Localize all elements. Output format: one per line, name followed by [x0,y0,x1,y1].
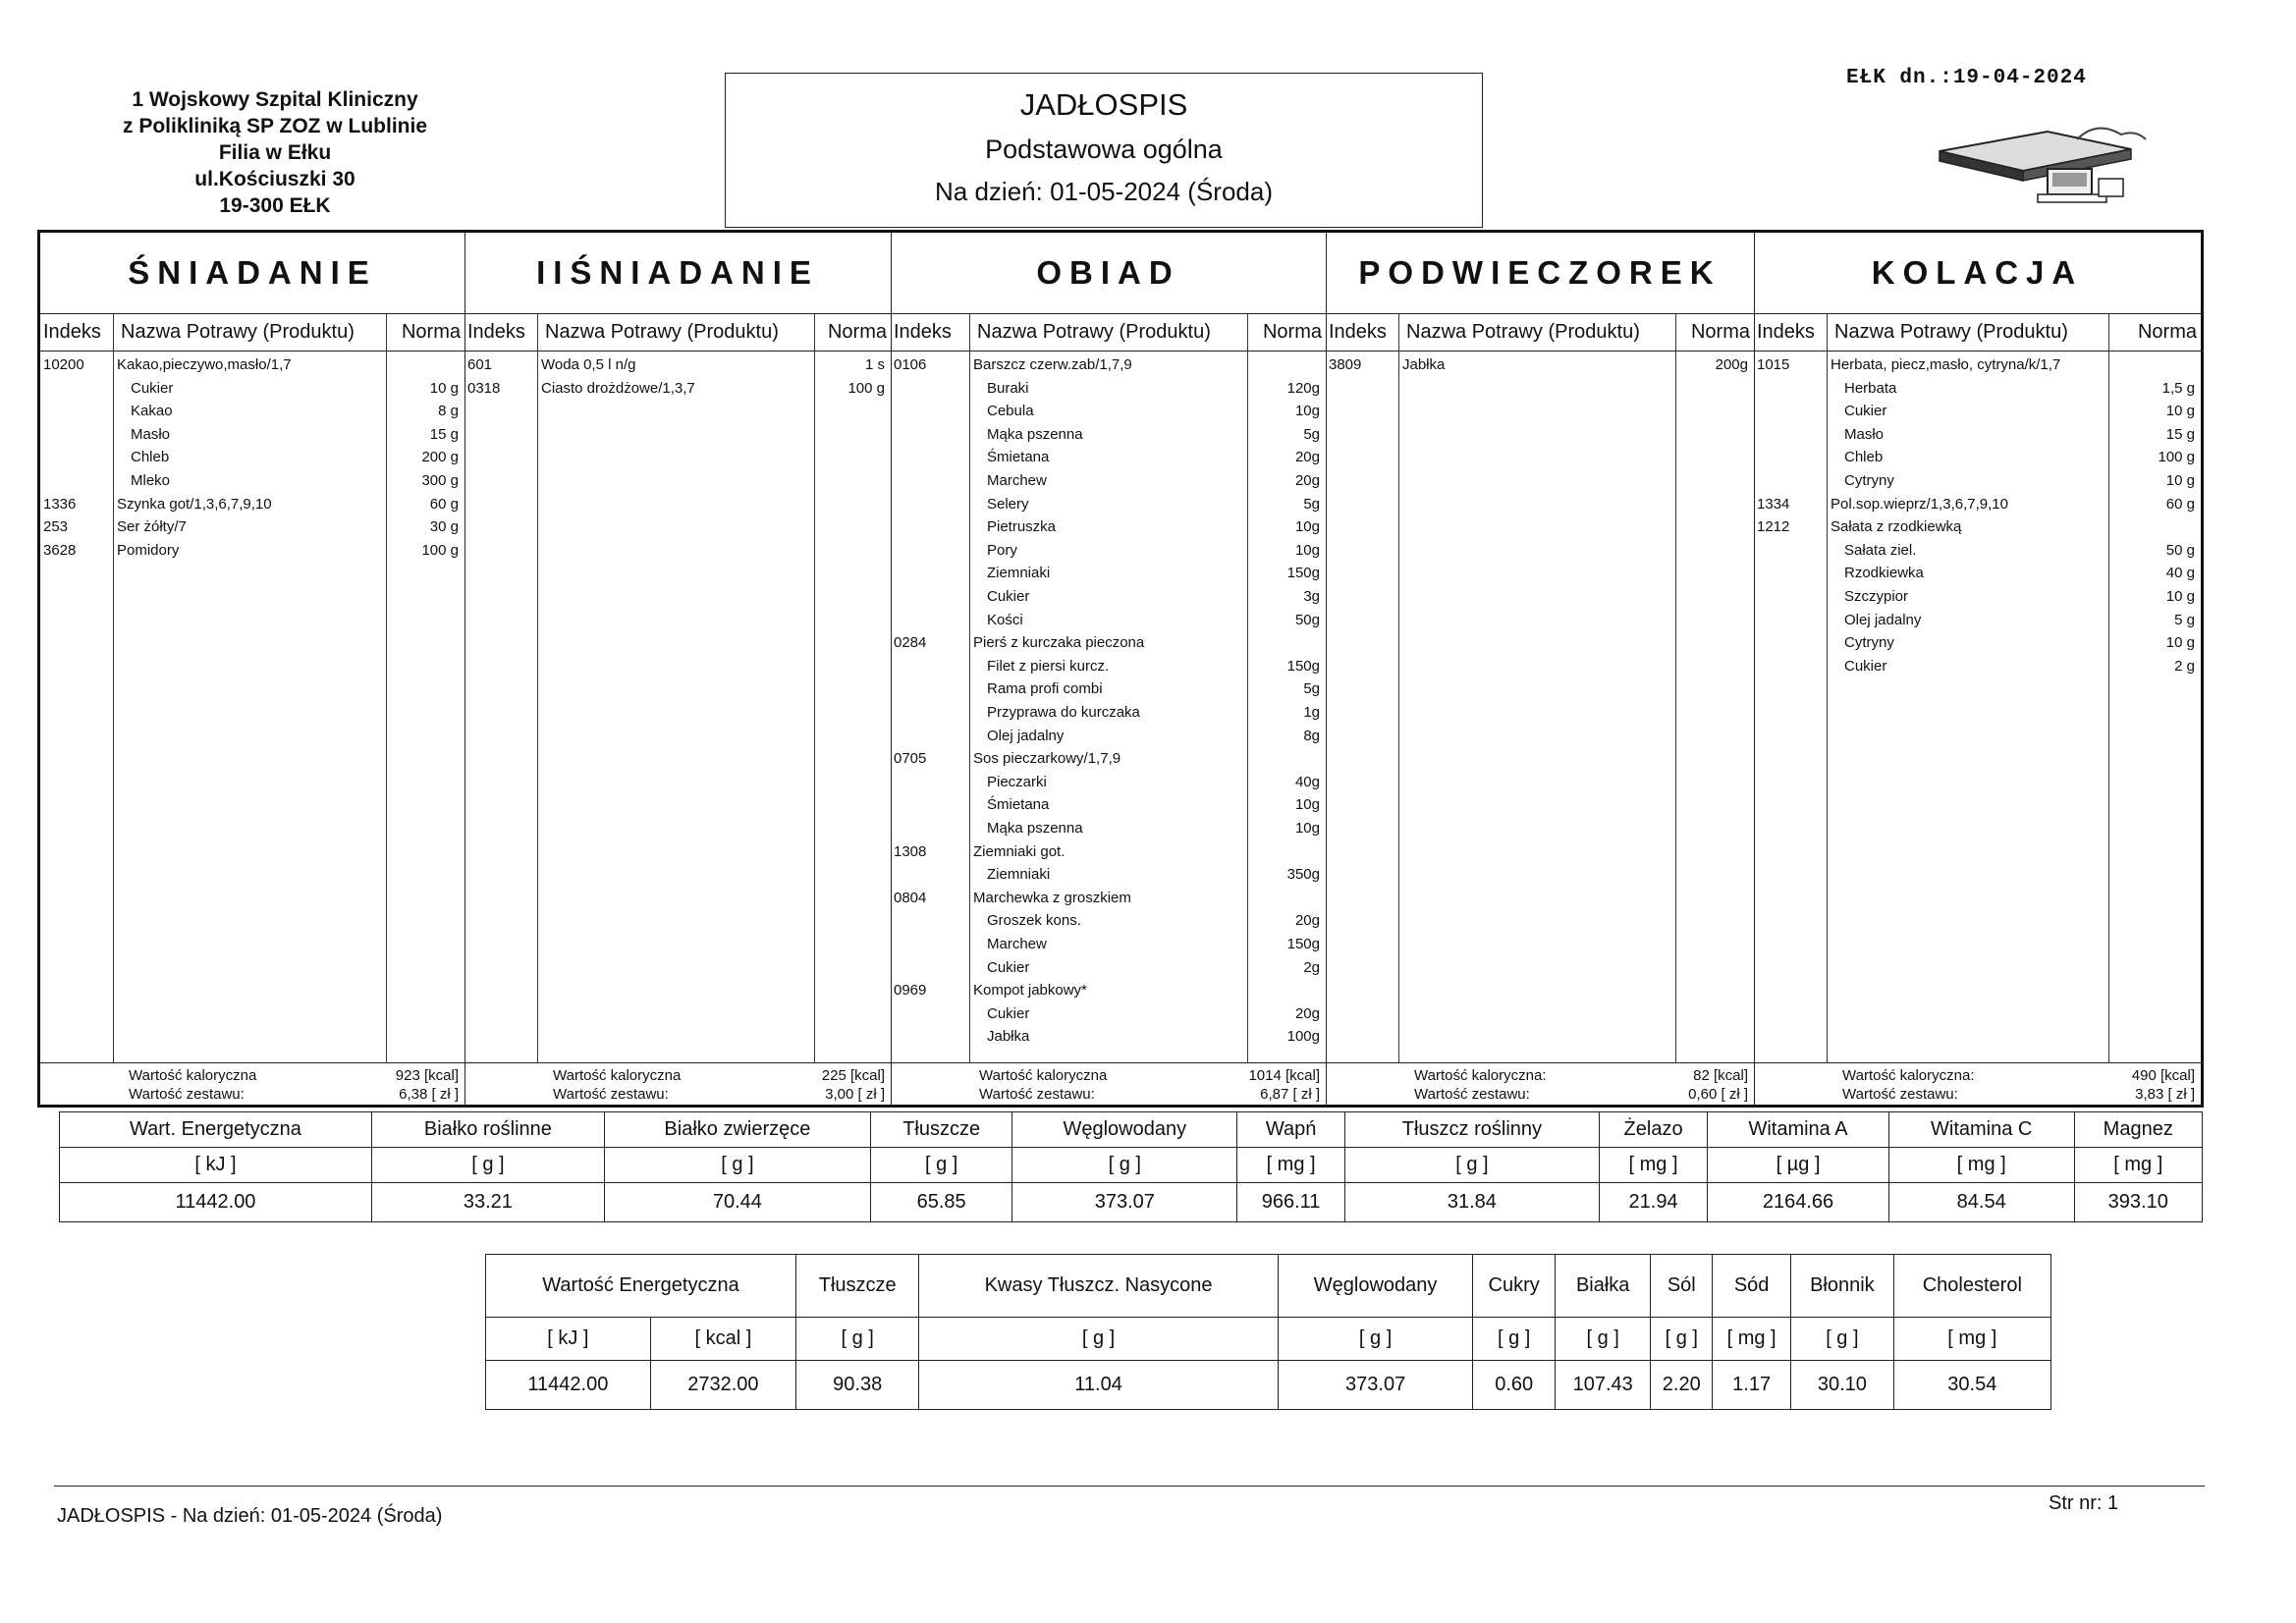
kcal-label: Wartość kaloryczna [553,1067,682,1084]
column-header-row [465,313,891,352]
norm-divider [814,313,815,1063]
item-name: Ziemniaki [987,565,1051,582]
nutrient-unit: [ g ] [1012,1148,1237,1183]
meal-totals [40,1062,465,1105]
nutrient-unit: [ g ] [870,1148,1011,1183]
nutrition2-value-row [486,1361,2051,1410]
set-cost-label: Wartość zestawu: [129,1086,245,1103]
nutrient-name: Żelazo [1599,1112,1707,1148]
footer-divider [54,1486,2205,1487]
item-name: Pierś z kurczaka pieczona [973,634,1145,652]
norm-header: Norma [1690,321,1750,343]
hospital-line: Filia w Ełku [218,141,332,164]
nutrition-table-main [59,1111,2203,1222]
set-cost-label: Wartość zestawu: [979,1086,1095,1103]
page-number: Str nr: 1 [2049,1492,2119,1514]
nutrient-name: Wart. Energetyczna [60,1112,372,1148]
nutrient-value: 90.38 [796,1361,919,1410]
meal-plan-table [37,230,2204,1108]
item-name: Masło [1844,425,1885,443]
nutrient-unit: [ mg ] [1713,1318,1791,1361]
item-norm: 100 g [421,541,459,559]
item-norm: 10g [1294,796,1320,814]
hospital-line: 1 Wojskowy Szpital Kliniczny [132,88,418,111]
nutrient-name: Tłuszcz roślinny [1344,1112,1599,1148]
item-norm: 1g [1303,704,1320,721]
nutrient-name: Tłuszcze [796,1255,919,1318]
nutrient-value: 373.07 [1012,1183,1237,1222]
index-divider [1827,313,1828,1063]
item-name: Śmietana [987,796,1050,814]
set-cost-value: 6,38 [ zł ] [399,1086,459,1103]
item-norm: 20g [1294,472,1320,489]
nutrient-name: Białko roślinne [371,1112,604,1148]
item-norm: 2g [1303,958,1320,976]
nutrition-table-label [485,1254,2051,1410]
nutrient-name: Sól [1651,1255,1713,1318]
item-name: Cukier [987,958,1030,976]
nutrient-unit: [ g ] [371,1148,604,1183]
norm-header: Norma [1262,321,1322,343]
item-norm: 15 g [2165,425,2195,443]
nutrient-unit: [ g ] [1278,1318,1473,1361]
item-name: Jabłka [1402,356,1446,373]
nutrient-name: Cukry [1473,1255,1556,1318]
item-name: Ser żółty/7 [117,518,187,536]
norm-divider [1247,313,1248,1063]
meal-title: PODWIECZOREK [1326,233,1754,314]
title-box [725,73,1483,228]
set-cost-value: 3,83 [ zł ] [2135,1086,2195,1103]
nutrient-value: 70.44 [604,1183,870,1222]
nutrient-unit: [ g ] [919,1318,1278,1361]
meal-column [465,233,892,1105]
item-name: Marchew [987,936,1047,952]
nutrient-value: 2.20 [1651,1361,1713,1410]
nutrition-header-row [60,1112,2203,1148]
item-name: Chleb [131,449,170,466]
item-index: 0705 [894,750,927,768]
nutrition2-unit-row [486,1318,2051,1361]
issue-date-stamp: EŁK dn.:19-04-2024 [1846,67,2087,89]
item-norm: 40g [1294,773,1320,790]
set-cost-label: Wartość zestawu: [1842,1086,1958,1103]
nutrient-value: 2164.66 [1708,1183,1889,1222]
nutrient-unit: [ kJ ] [486,1318,651,1361]
nutrient-value: 84.54 [1888,1183,2074,1222]
nutrient-value: 373.07 [1278,1361,1473,1410]
item-name: Rzodkiewka [1844,565,1924,582]
meal-title: ŚNIADANIE [40,233,465,314]
item-norm: 20g [1294,1004,1320,1022]
name-header: Nazwa Potrawy (Produktu) [121,321,355,343]
item-name: Marchewka z groszkiem [973,889,1131,906]
nutrient-unit: [ g ] [1651,1318,1713,1361]
item-name: Sos pieczarkowy/1,7,9 [973,750,1121,768]
meal-column [1326,233,1755,1105]
kcal-label: Wartość kaloryczna [129,1067,257,1084]
nutrient-unit: [ mg ] [1888,1148,2074,1183]
norm-divider [386,313,387,1063]
item-norm: 200 g [421,449,459,466]
meal-column [1754,233,2201,1105]
item-name: Herbata, piecz,masło, cytryna/k/1,7 [1831,356,2061,373]
nutrient-value: 11442.00 [486,1361,651,1410]
nutrient-name: Witamina A [1708,1112,1889,1148]
footer-text: JADŁOSPIS - Na dzień: 01-05-2024 (Środa) [57,1505,443,1527]
index-header: Indeks [43,321,101,343]
kcal-value: 1014 [kcal] [1248,1067,1320,1084]
nutrient-name: Wapń [1237,1112,1345,1148]
nutrient-value: 33.21 [371,1183,604,1222]
set-cost-label: Wartość zestawu: [1414,1086,1530,1103]
nutrient-name: Tłuszcze [870,1112,1011,1148]
item-norm: 50g [1294,611,1320,628]
item-norm: 60 g [429,495,459,513]
norm-divider [2108,313,2109,1063]
nutrient-name: Węglowodany [1278,1255,1473,1318]
item-name: Kakao [131,403,173,420]
item-norm: 350g [1286,866,1320,884]
item-name: Olej jadalny [987,727,1065,744]
item-name: Barszcz czerw.zab/1,7,9 [973,356,1132,373]
item-name: Olej jadalny [1844,611,1922,628]
nutrition-unit-row [60,1148,2203,1183]
nutrient-unit: [ g ] [1473,1318,1556,1361]
nutrient-value: 393.10 [2074,1183,2203,1222]
nutrient-unit: [ kJ ] [60,1148,372,1183]
nutrient-value: 30.54 [1893,1361,2050,1410]
column-header-row [1326,313,1754,352]
item-index: 1308 [894,842,927,860]
index-header: Indeks [467,321,525,343]
kcal-value: 923 [kcal] [395,1067,459,1084]
item-index: 253 [43,518,69,536]
item-norm: 200g [1715,356,1748,373]
item-norm: 8g [1303,727,1320,744]
index-header: Indeks [1329,321,1387,343]
meal-title: OBIAD [891,233,1326,314]
item-name: Cytryny [1844,634,1894,652]
item-norm: 10 g [429,379,459,397]
kcal-label: Wartość kaloryczna: [1414,1067,1547,1084]
meal-column [40,233,465,1105]
meal-totals [1326,1062,1754,1105]
nutrient-value: 31.84 [1344,1183,1599,1222]
item-norm: 20g [1294,912,1320,930]
item-name: Pietruszka [987,518,1057,536]
name-header: Nazwa Potrawy (Produktu) [977,321,1211,343]
nutrient-unit: [ mg ] [1599,1148,1707,1183]
nutrient-unit: [ g ] [1555,1318,1651,1361]
item-norm: 3g [1303,588,1320,605]
name-header: Nazwa Potrawy (Produktu) [1834,321,2068,343]
item-name: Buraki [987,379,1029,397]
meal-totals [1754,1062,2201,1105]
item-name: Pol.sop.wieprz/1,3,6,7,9,10 [1831,495,2008,513]
kcal-value: 82 [kcal] [1693,1067,1748,1084]
item-name: Ziemniaki [987,866,1051,884]
kcal-value: 225 [kcal] [821,1067,885,1084]
index-header: Indeks [1757,321,1815,343]
index-divider [1398,313,1399,1063]
item-name: Marchew [987,472,1047,489]
item-norm: 15 g [429,425,459,443]
nutrient-unit: [ g ] [796,1318,919,1361]
set-cost-value: 0,60 [ zł ] [1688,1086,1748,1103]
item-index: 0106 [894,356,927,373]
item-name: Cukier [987,1004,1030,1022]
item-name: Cukier [1844,403,1887,420]
index-divider [113,313,114,1063]
diet-name: Podstawowa ogólna [985,135,1223,164]
nutrient-value: 30.10 [1791,1361,1893,1410]
item-name: Filet z piersi kurcz. [987,657,1110,675]
nutrient-unit: [ mg ] [1237,1148,1345,1183]
item-norm: 10 g [2165,634,2195,652]
book-computer-logo [1930,110,2156,208]
nutrient-unit: [ µg ] [1708,1148,1889,1183]
item-index: 3809 [1329,356,1362,373]
hospital-address [88,86,462,219]
item-norm: 120g [1286,379,1320,397]
item-name: Kakao,pieczywo,masło/1,7 [117,356,292,373]
name-header: Nazwa Potrawy (Produktu) [545,321,779,343]
item-index: 0804 [894,889,927,906]
item-norm: 2 g [2174,657,2195,675]
item-index: 0318 [467,379,501,397]
nutrient-value: 107.43 [1555,1361,1651,1410]
nutrient-name: Sód [1713,1255,1791,1318]
item-name: Mąka pszenna [987,820,1083,837]
meal-totals [465,1062,891,1105]
item-name: Jabłka [987,1028,1030,1046]
set-cost-value: 6,87 [ zł ] [1260,1086,1320,1103]
item-name: Pory [987,541,1017,559]
menu-date: Na dzień: 01-05-2024 (Środa) [935,177,1273,206]
item-norm: 30 g [429,518,459,536]
norm-header: Norma [2137,321,2197,343]
item-norm: 50 g [2165,541,2195,559]
nutrient-unit: [ g ] [1791,1318,1893,1361]
item-index: 601 [467,356,493,373]
nutrient-unit: [ kcal ] [650,1318,795,1361]
set-cost-value: 3,00 [ zł ] [825,1086,885,1103]
item-name: Mleko [131,472,171,489]
item-name: Ciasto drożdżowe/1,3,7 [541,379,695,397]
item-norm: 1 s [864,356,885,373]
item-name: Pomidory [117,541,180,559]
item-norm: 300 g [421,472,459,489]
item-name: Szczypior [1844,588,1909,605]
item-name: Śmietana [987,449,1050,466]
item-norm: 150g [1286,936,1320,952]
item-name: Cukier [987,588,1030,605]
item-norm: 10g [1294,541,1320,559]
item-name: Kości [987,611,1023,628]
item-name: Cukier [1844,657,1887,675]
nutrient-value: 2732.00 [650,1361,795,1410]
item-norm: 40 g [2165,565,2195,582]
item-norm: 10g [1294,820,1320,837]
energy-header: Wartość Energetyczna [486,1255,796,1318]
nutrient-name: Białka [1555,1255,1651,1318]
nutrient-value: 11442.00 [60,1183,372,1222]
nutrient-name: Węglowodany [1012,1112,1237,1148]
nutrient-unit: [ mg ] [2074,1148,2203,1183]
item-norm: 5g [1303,425,1320,443]
nutrient-name: Błonnik [1791,1255,1893,1318]
item-name: Ziemniaki got. [973,842,1066,860]
item-name: Sałata ziel. [1844,541,1917,559]
nutrient-name: Witamina C [1888,1112,2074,1148]
item-norm: 10 g [2165,472,2195,489]
item-index: 1015 [1757,356,1790,373]
nutrition-value-row [60,1183,2203,1222]
nutrient-name: Magnez [2074,1112,2203,1148]
meal-title: KOLACJA [1754,233,2201,314]
column-header-row [1754,313,2201,352]
item-norm: 5g [1303,495,1320,513]
item-index: 0284 [894,634,927,652]
item-norm: 8 g [438,403,459,420]
item-index: 3628 [43,541,77,559]
item-norm: 150g [1286,565,1320,582]
item-name: Sałata z rzodkiewką [1831,518,1962,536]
nutrient-value: 0.60 [1473,1361,1556,1410]
item-norm: 10g [1294,518,1320,536]
hospital-line: z Polikliniką SP ZOZ w Lublinie [123,115,427,137]
nutrient-value: 966.11 [1237,1183,1345,1222]
name-header: Nazwa Potrawy (Produktu) [1406,321,1640,343]
norm-header: Norma [827,321,887,343]
item-name: Rama profi combi [987,680,1103,698]
item-name: Cukier [131,379,174,397]
nutrient-unit: [ g ] [1344,1148,1599,1183]
item-index: 1336 [43,495,77,513]
item-name: Cebula [987,403,1034,420]
item-name: Chleb [1844,449,1884,466]
item-index: 0969 [894,982,927,1000]
meal-title: IIŚNIADANIE [465,233,891,314]
nutrient-unit: [ mg ] [1893,1318,2050,1361]
item-index: 1334 [1757,495,1790,513]
item-name: Przyprawa do kurczaka [987,704,1140,721]
norm-header: Norma [401,321,461,343]
column-header-row [40,313,465,352]
item-name: Pieczarki [987,773,1047,790]
nutrient-value: 65.85 [870,1183,1011,1222]
item-norm: 10 g [2165,403,2195,420]
item-norm: 150g [1286,657,1320,675]
document-title: JADŁOSPIS [1019,87,1188,122]
item-name: Masło [131,425,171,443]
kcal-label: Wartość kaloryczna: [1842,1067,1975,1084]
index-header: Indeks [894,321,952,343]
item-name: Cytryny [1844,472,1894,489]
item-norm: 60 g [2165,495,2195,513]
nutrient-value: 1.17 [1713,1361,1791,1410]
item-name: Woda 0,5 l n/g [541,356,636,373]
item-norm: 100 g [847,379,885,397]
nutrition2-header-row [486,1255,2051,1318]
item-norm: 5 g [2174,611,2195,628]
item-norm: 10 g [2165,588,2195,605]
item-norm: 5g [1303,680,1320,698]
nutrient-value: 21.94 [1599,1183,1707,1222]
item-norm: 1,5 g [2161,379,2195,397]
item-name: Selery [987,495,1029,513]
kcal-label: Wartość kaloryczna [979,1067,1108,1084]
hospital-line: ul.Kościuszki 30 [194,168,355,190]
item-name: Herbata [1844,379,1897,397]
item-name: Kompot jabkowy* [973,982,1087,1000]
hospital-line: 19-300 EŁK [219,194,331,217]
item-name: Szynka got/1,3,6,7,9,10 [117,495,272,513]
index-divider [537,313,538,1063]
nutrient-value: 11.04 [919,1361,1278,1410]
nutrient-name: Białko zwierzęce [604,1112,870,1148]
item-norm: 10g [1294,403,1320,420]
item-index: 10200 [43,356,84,373]
item-norm: 100 g [2158,449,2195,466]
kcal-value: 490 [kcal] [2131,1067,2195,1084]
norm-divider [1675,313,1676,1063]
item-index: 1212 [1757,518,1790,536]
set-cost-label: Wartość zestawu: [553,1086,669,1103]
column-header-row [891,313,1326,352]
nutrient-name: Kwasy Tłuszcz. Nasycone [919,1255,1278,1318]
index-divider [969,313,970,1063]
item-norm: 20g [1294,449,1320,466]
meal-totals [891,1062,1326,1105]
nutrient-name: Cholesterol [1893,1255,2050,1318]
nutrient-unit: [ g ] [604,1148,870,1183]
item-norm: 100g [1286,1028,1320,1046]
item-name: Mąka pszenna [987,425,1083,443]
item-name: Groszek kons. [987,912,1081,930]
meal-column [891,233,1327,1105]
